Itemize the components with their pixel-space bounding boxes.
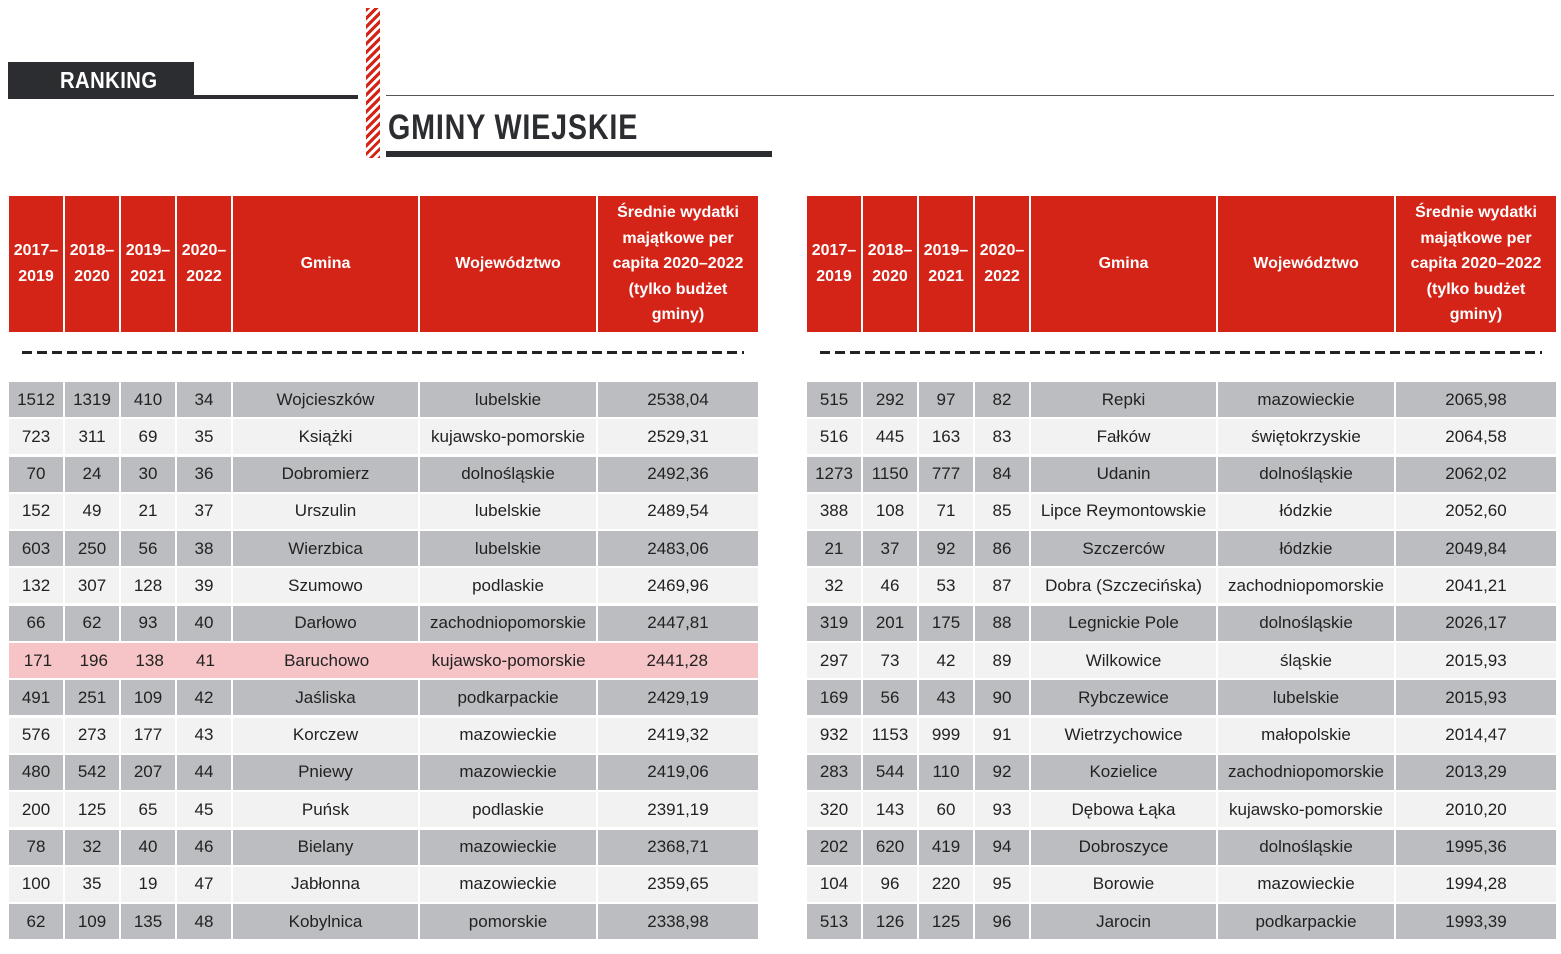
cell-col-2017-2019: 78 xyxy=(9,830,65,865)
cell-col-2019-2021: 53 xyxy=(919,568,975,603)
cell-col-2017-2019: 100 xyxy=(9,867,65,902)
cell-col-2019-2021: 410 xyxy=(121,382,177,417)
cell-col-2018-2020: 32 xyxy=(65,830,121,865)
cell-col-wydatki: 2529,31 xyxy=(598,419,758,454)
cell-col-2020-2022: 40 xyxy=(177,606,233,641)
cell-col-2019-2021: 97 xyxy=(919,382,975,417)
ranking-tab xyxy=(8,62,194,99)
cell-col-2020-2022: 94 xyxy=(975,830,1031,865)
table-row xyxy=(807,494,1556,529)
cell-col-2017-2019: 603 xyxy=(9,531,65,566)
cell-col-2020-2022: 93 xyxy=(975,792,1031,827)
header-label: Gmina xyxy=(1098,255,1149,273)
cell-col-wojewodztwo: łódzkie xyxy=(1218,531,1396,566)
cell-col-2018-2020: 1153 xyxy=(863,718,919,753)
cell-col-2018-2020: 307 xyxy=(65,568,121,603)
cell-col-gmina: Wietrzychowice xyxy=(1031,718,1218,753)
header-col-2020-2022 xyxy=(177,196,233,332)
cell-col-2017-2019: 297 xyxy=(807,643,863,678)
cell-col-2020-2022: 82 xyxy=(975,382,1031,417)
cell-col-wojewodztwo: śląskie xyxy=(1218,643,1396,678)
header-col-2020-2022 xyxy=(975,196,1031,332)
cell-col-2020-2022: 42 xyxy=(177,680,233,715)
table-row xyxy=(9,568,758,603)
cell-col-2017-2019: 202 xyxy=(807,830,863,865)
cell-col-wydatki: 2065,98 xyxy=(1396,382,1556,417)
cell-col-2019-2021: 128 xyxy=(121,568,177,603)
cell-col-wydatki: 2338,98 xyxy=(598,904,758,939)
cell-col-2018-2020: 125 xyxy=(65,792,121,827)
cell-col-wojewodztwo: mazowieckie xyxy=(420,755,598,790)
cell-col-2019-2021: 42 xyxy=(919,643,975,678)
cell-col-2019-2021: 43 xyxy=(919,680,975,715)
cell-col-2019-2021: 177 xyxy=(121,718,177,753)
cell-col-2018-2020: 273 xyxy=(65,718,121,753)
header-col-wydatki xyxy=(598,196,758,332)
cell-col-wydatki: 2359,65 xyxy=(598,867,758,902)
cell-col-2020-2022: 47 xyxy=(177,867,233,902)
cell-col-2020-2022: 34 xyxy=(177,382,233,417)
table-row xyxy=(9,867,758,902)
cell-col-gmina: Dobromierz xyxy=(233,457,420,492)
cell-col-2018-2020: 73 xyxy=(863,643,919,678)
header-label: 2017– 2019 xyxy=(13,242,59,285)
cell-col-gmina: Rybczewice xyxy=(1031,680,1218,715)
header-col-2019-2021 xyxy=(919,196,975,332)
cell-col-2019-2021: 93 xyxy=(121,606,177,641)
cell-col-2018-2020: 62 xyxy=(65,606,121,641)
header-col-wydatki xyxy=(1396,196,1556,332)
cell-col-2020-2022: 87 xyxy=(975,568,1031,603)
cell-col-2019-2021: 19 xyxy=(121,867,177,902)
cell-col-wojewodztwo: małopolskie xyxy=(1218,718,1396,753)
cell-col-2018-2020: 292 xyxy=(863,382,919,417)
header-label: Województwo xyxy=(1253,255,1359,273)
hatched-divider xyxy=(366,8,380,158)
cell-col-wydatki: 1994,28 xyxy=(1396,867,1556,902)
cell-col-wojewodztwo: łódzkie xyxy=(1218,494,1396,529)
table-row xyxy=(807,792,1556,827)
cell-col-gmina: Jaśliska xyxy=(233,680,420,715)
table-row xyxy=(807,531,1556,566)
cell-col-gmina: Fałków xyxy=(1031,419,1218,454)
cell-col-2020-2022: 91 xyxy=(975,718,1031,753)
cell-col-wydatki: 2052,60 xyxy=(1396,494,1556,529)
table-row xyxy=(807,457,1556,492)
cell-col-2020-2022: 90 xyxy=(975,680,1031,715)
cell-col-wojewodztwo: mazowieckie xyxy=(1218,382,1396,417)
header-label: Średnie wydatki majątkowe per capita 2020–2022 (tylko budżet gminy) xyxy=(612,204,744,324)
cell-col-2018-2020: 24 xyxy=(65,457,121,492)
header-col-2017-2019 xyxy=(9,196,65,332)
cell-col-wojewodztwo: zachodniopomorskie xyxy=(1218,568,1396,603)
title-underline xyxy=(386,151,772,157)
cell-col-2019-2021: 71 xyxy=(919,494,975,529)
cell-col-2020-2022: 36 xyxy=(177,457,233,492)
header-col-gmina xyxy=(1031,196,1218,332)
cell-col-wydatki: 2041,21 xyxy=(1396,568,1556,603)
cell-col-2017-2019: 200 xyxy=(9,792,65,827)
cell-col-wydatki: 2441,28 xyxy=(597,644,757,677)
cell-col-2020-2022: 86 xyxy=(975,531,1031,566)
cell-col-2018-2020: 311 xyxy=(65,419,121,454)
cell-col-2017-2019: 388 xyxy=(807,494,863,529)
cell-col-wojewodztwo: mazowieckie xyxy=(420,830,598,865)
cell-col-2017-2019: 576 xyxy=(9,718,65,753)
cell-col-2020-2022: 85 xyxy=(975,494,1031,529)
cell-col-2018-2020: 49 xyxy=(65,494,121,529)
table-header xyxy=(807,196,1556,332)
table-row xyxy=(9,457,758,492)
table-row xyxy=(9,904,758,939)
cell-col-2019-2021: 777 xyxy=(919,457,975,492)
cell-col-2018-2020: 544 xyxy=(863,755,919,790)
header-label: Średnie wydatki majątkowe per capita 2020–2022 (tylko budżet gminy) xyxy=(1410,204,1542,324)
cell-col-2019-2021: 110 xyxy=(919,755,975,790)
cell-col-gmina: Wierzbica xyxy=(233,531,420,566)
cell-col-2018-2020: 196 xyxy=(66,644,122,677)
cell-col-wydatki: 2368,71 xyxy=(598,830,758,865)
section-title xyxy=(388,108,693,152)
cell-col-gmina: Puńsk xyxy=(233,792,420,827)
cell-col-gmina: Wojcieszków xyxy=(233,382,420,417)
table-row xyxy=(807,680,1556,715)
cell-col-2017-2019: 132 xyxy=(9,568,65,603)
cell-col-2020-2022: 39 xyxy=(177,568,233,603)
cell-col-2017-2019: 104 xyxy=(807,867,863,902)
cell-col-2020-2022: 44 xyxy=(177,755,233,790)
cell-col-2017-2019: 320 xyxy=(807,792,863,827)
cell-col-wojewodztwo: pomorskie xyxy=(420,904,598,939)
cell-col-2020-2022: 48 xyxy=(177,904,233,939)
cell-col-gmina: Urszulin xyxy=(233,494,420,529)
cell-col-gmina: Kozielice xyxy=(1031,755,1218,790)
cell-col-gmina: Korczew xyxy=(233,718,420,753)
header-col-wojewodztwo xyxy=(420,196,598,332)
cell-col-2020-2022: 88 xyxy=(975,606,1031,641)
table-row xyxy=(9,419,758,454)
cell-col-wydatki: 1995,36 xyxy=(1396,830,1556,865)
cell-col-gmina: Kobylnica xyxy=(233,904,420,939)
cell-col-2019-2021: 125 xyxy=(919,904,975,939)
cell-col-2017-2019: 1512 xyxy=(9,382,65,417)
cell-col-wojewodztwo: zachodniopomorskie xyxy=(1218,755,1396,790)
cell-col-2018-2020: 620 xyxy=(863,830,919,865)
table-row xyxy=(9,680,758,715)
cell-col-gmina: Legnickie Pole xyxy=(1031,606,1218,641)
cell-col-gmina: Lipce Reymontowskie xyxy=(1031,494,1218,529)
header-label: 2017– 2019 xyxy=(811,242,857,285)
cell-col-2017-2019: 70 xyxy=(9,457,65,492)
cell-col-wydatki: 2469,96 xyxy=(598,568,758,603)
table-row xyxy=(9,830,758,865)
cell-col-2017-2019: 513 xyxy=(807,904,863,939)
cell-col-wojewodztwo: podkarpackie xyxy=(420,680,598,715)
table-header xyxy=(9,196,758,332)
cell-col-2019-2021: 109 xyxy=(121,680,177,715)
header-col-wojewodztwo xyxy=(1218,196,1396,332)
cell-col-wydatki: 2064,58 xyxy=(1396,419,1556,454)
dashed-separator xyxy=(820,351,1542,354)
table-row xyxy=(807,568,1556,603)
cell-col-wydatki: 1993,39 xyxy=(1396,904,1556,939)
cell-col-wydatki: 2049,84 xyxy=(1396,531,1556,566)
cell-col-wojewodztwo: dolnośląskie xyxy=(1218,606,1396,641)
cell-col-2019-2021: 69 xyxy=(121,419,177,454)
cell-col-2020-2022: 84 xyxy=(975,457,1031,492)
cell-col-2019-2021: 40 xyxy=(121,830,177,865)
table-row xyxy=(9,531,758,566)
cell-col-2020-2022: 96 xyxy=(975,904,1031,939)
cell-col-wydatki: 2062,02 xyxy=(1396,457,1556,492)
table-row xyxy=(9,718,758,753)
cell-col-gmina: Pniewy xyxy=(233,755,420,790)
cell-col-2019-2021: 60 xyxy=(919,792,975,827)
cell-col-2018-2020: 1150 xyxy=(863,457,919,492)
cell-col-2017-2019: 516 xyxy=(807,419,863,454)
cell-col-2019-2021: 999 xyxy=(919,718,975,753)
cell-col-2018-2020: 1319 xyxy=(65,382,121,417)
cell-col-2017-2019: 491 xyxy=(9,680,65,715)
cell-col-2017-2019: 171 xyxy=(10,644,66,677)
header-col-2018-2020 xyxy=(863,196,919,332)
cell-col-2020-2022: 43 xyxy=(177,718,233,753)
cell-col-gmina: Darłowo xyxy=(233,606,420,641)
cell-col-2020-2022: 45 xyxy=(177,792,233,827)
cell-col-gmina: Jabłonna xyxy=(233,867,420,902)
cell-col-wydatki: 2013,29 xyxy=(1396,755,1556,790)
table-row xyxy=(807,755,1556,790)
table-row-highlighted xyxy=(9,643,758,678)
cell-col-wydatki: 2010,20 xyxy=(1396,792,1556,827)
cell-col-2018-2020: 56 xyxy=(863,680,919,715)
cell-col-2017-2019: 480 xyxy=(9,755,65,790)
cell-col-2019-2021: 92 xyxy=(919,531,975,566)
table-row xyxy=(9,792,758,827)
cell-col-2018-2020: 143 xyxy=(863,792,919,827)
cell-col-2017-2019: 515 xyxy=(807,382,863,417)
section-title-text: GMINY WIEJSKIE xyxy=(388,108,639,147)
header-label: 2020– 2022 xyxy=(979,242,1025,285)
cell-col-wydatki: 2015,93 xyxy=(1396,643,1556,678)
header-col-2017-2019 xyxy=(807,196,863,332)
cell-col-gmina: Jarocin xyxy=(1031,904,1218,939)
cell-col-2020-2022: 89 xyxy=(975,643,1031,678)
ranking-label: RANKING xyxy=(60,67,158,93)
cell-col-wojewodztwo: kujawsko-pomorskie xyxy=(420,644,598,677)
cell-col-2019-2021: 65 xyxy=(121,792,177,827)
cell-col-2019-2021: 419 xyxy=(919,830,975,865)
cell-col-2017-2019: 152 xyxy=(9,494,65,529)
cell-col-wydatki: 2538,04 xyxy=(598,382,758,417)
table-row xyxy=(807,904,1556,939)
cell-col-2017-2019: 169 xyxy=(807,680,863,715)
cell-col-wojewodztwo: dolnośląskie xyxy=(1218,457,1396,492)
cell-col-wojewodztwo: mazowieckie xyxy=(420,718,598,753)
header-label: 2018– 2020 xyxy=(69,242,115,285)
cell-col-2019-2021: 135 xyxy=(121,904,177,939)
header-label: 2019– 2021 xyxy=(125,242,171,285)
cell-col-2019-2021: 21 xyxy=(121,494,177,529)
header-rule xyxy=(386,95,1554,96)
cell-col-gmina: Szczerców xyxy=(1031,531,1218,566)
cell-col-2017-2019: 932 xyxy=(807,718,863,753)
cell-col-wojewodztwo: zachodniopomorskie xyxy=(420,606,598,641)
table-row xyxy=(9,494,758,529)
cell-col-2018-2020: 126 xyxy=(863,904,919,939)
cell-col-wydatki: 2483,06 xyxy=(598,531,758,566)
cell-col-2018-2020: 108 xyxy=(863,494,919,529)
cell-col-2018-2020: 96 xyxy=(863,867,919,902)
table-row xyxy=(9,755,758,790)
ranking-table-left xyxy=(9,196,758,931)
cell-col-2018-2020: 109 xyxy=(65,904,121,939)
cell-col-gmina: Dobra (Szczecińska) xyxy=(1031,568,1218,603)
cell-col-wojewodztwo: dolnośląskie xyxy=(420,457,598,492)
cell-col-wydatki: 2447,81 xyxy=(598,606,758,641)
cell-col-2017-2019: 319 xyxy=(807,606,863,641)
header-label: Gmina xyxy=(300,255,351,273)
header-label: 2020– 2022 xyxy=(181,242,227,285)
cell-col-wydatki: 2419,32 xyxy=(598,718,758,753)
cell-col-2020-2022: 46 xyxy=(177,830,233,865)
header-col-2018-2020 xyxy=(65,196,121,332)
cell-col-wojewodztwo: świętokrzyskie xyxy=(1218,419,1396,454)
cell-col-gmina: Repki xyxy=(1031,382,1218,417)
cell-col-wojewodztwo: podlaskie xyxy=(420,792,598,827)
header-label: 2018– 2020 xyxy=(867,242,913,285)
cell-col-2018-2020: 445 xyxy=(863,419,919,454)
cell-col-gmina: Dębowa Łąka xyxy=(1031,792,1218,827)
ranking-table-right xyxy=(807,196,1556,931)
cell-col-2019-2021: 138 xyxy=(122,644,178,677)
cell-col-wojewodztwo: mazowieckie xyxy=(420,867,598,902)
cell-col-2018-2020: 250 xyxy=(65,531,121,566)
cell-col-wojewodztwo: podkarpackie xyxy=(1218,904,1396,939)
cell-col-2018-2020: 46 xyxy=(863,568,919,603)
cell-col-2019-2021: 220 xyxy=(919,867,975,902)
cell-col-wojewodztwo: lubelskie xyxy=(420,494,598,529)
header-col-gmina xyxy=(233,196,420,332)
cell-col-gmina: Baruchowo xyxy=(233,644,420,677)
cell-col-wydatki: 2391,19 xyxy=(598,792,758,827)
cell-col-wydatki: 2489,54 xyxy=(598,494,758,529)
cell-col-wydatki: 2429,19 xyxy=(598,680,758,715)
cell-col-2020-2022: 92 xyxy=(975,755,1031,790)
cell-col-2017-2019: 723 xyxy=(9,419,65,454)
cell-col-2020-2022: 83 xyxy=(975,419,1031,454)
cell-col-wojewodztwo: kujawsko-pomorskie xyxy=(1218,792,1396,827)
cell-col-2017-2019: 62 xyxy=(9,904,65,939)
cell-col-2018-2020: 35 xyxy=(65,867,121,902)
cell-col-2019-2021: 207 xyxy=(121,755,177,790)
cell-col-wojewodztwo: lubelskie xyxy=(420,531,598,566)
cell-col-wojewodztwo: lubelskie xyxy=(1218,680,1396,715)
cell-col-wydatki: 2014,47 xyxy=(1396,718,1556,753)
cell-col-2018-2020: 37 xyxy=(863,531,919,566)
cell-col-gmina: Bielany xyxy=(233,830,420,865)
cell-col-2019-2021: 175 xyxy=(919,606,975,641)
cell-col-2020-2022: 37 xyxy=(177,494,233,529)
cell-col-gmina: Wilkowice xyxy=(1031,643,1218,678)
cell-col-2020-2022: 35 xyxy=(177,419,233,454)
cell-col-2017-2019: 1273 xyxy=(807,457,863,492)
cell-col-2018-2020: 542 xyxy=(65,755,121,790)
dashed-separator xyxy=(22,351,744,354)
cell-col-gmina: Borowie xyxy=(1031,867,1218,902)
cell-col-wojewodztwo: podlaskie xyxy=(420,568,598,603)
cell-col-2017-2019: 66 xyxy=(9,606,65,641)
cell-col-2017-2019: 32 xyxy=(807,568,863,603)
cell-col-2019-2021: 30 xyxy=(121,457,177,492)
cell-col-2018-2020: 201 xyxy=(863,606,919,641)
header-label: 2019– 2021 xyxy=(923,242,969,285)
cell-col-wojewodztwo: mazowieckie xyxy=(1218,867,1396,902)
table-row xyxy=(807,382,1556,417)
ranking-underline xyxy=(8,95,358,99)
table-row xyxy=(807,867,1556,902)
header-label: Województwo xyxy=(455,255,561,273)
cell-col-gmina: Dobroszyce xyxy=(1031,830,1218,865)
cell-col-gmina: Książki xyxy=(233,419,420,454)
cell-col-2017-2019: 283 xyxy=(807,755,863,790)
cell-col-2020-2022: 41 xyxy=(178,644,234,677)
cell-col-2019-2021: 56 xyxy=(121,531,177,566)
cell-col-2020-2022: 38 xyxy=(177,531,233,566)
cell-col-wojewodztwo: dolnośląskie xyxy=(1218,830,1396,865)
cell-col-gmina: Udanin xyxy=(1031,457,1218,492)
header-col-2019-2021 xyxy=(121,196,177,332)
table-row xyxy=(807,830,1556,865)
table-row xyxy=(9,382,758,417)
cell-col-2018-2020: 251 xyxy=(65,680,121,715)
table-row xyxy=(807,606,1556,641)
cell-col-wydatki: 2026,17 xyxy=(1396,606,1556,641)
cell-col-2017-2019: 21 xyxy=(807,531,863,566)
table-body xyxy=(807,382,1556,941)
table-row xyxy=(807,643,1556,678)
cell-col-wydatki: 2492,36 xyxy=(598,457,758,492)
cell-col-gmina: Szumowo xyxy=(233,568,420,603)
table-body xyxy=(9,382,758,941)
cell-col-wojewodztwo: kujawsko-pomorskie xyxy=(420,419,598,454)
cell-col-wydatki: 2419,06 xyxy=(598,755,758,790)
cell-col-2019-2021: 163 xyxy=(919,419,975,454)
cell-col-wojewodztwo: lubelskie xyxy=(420,382,598,417)
cell-col-wydatki: 2015,93 xyxy=(1396,680,1556,715)
table-row xyxy=(807,419,1556,454)
cell-col-2020-2022: 95 xyxy=(975,867,1031,902)
table-row xyxy=(807,718,1556,753)
table-row xyxy=(9,606,758,641)
